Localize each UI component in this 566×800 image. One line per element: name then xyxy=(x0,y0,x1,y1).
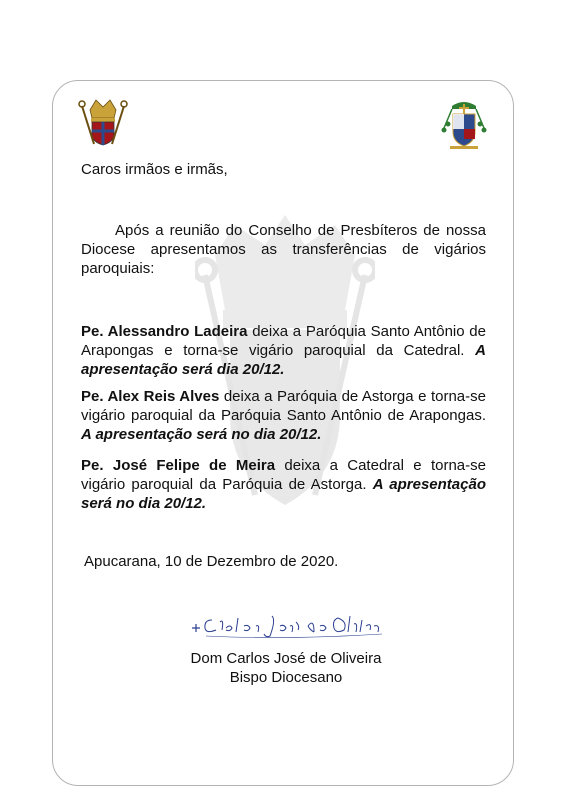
presentation-note: A apresentação será no dia 20/12. xyxy=(81,476,486,512)
bishop-coat-of-arms-icon xyxy=(438,98,490,150)
handwritten-signature xyxy=(186,606,386,642)
signer-title: Bispo Diocesano xyxy=(229,669,343,686)
presentation-note: A apresentação será dia 20/12. xyxy=(81,342,486,378)
place-and-date: Apucarana, 10 de Dezembro de 2020. xyxy=(84,553,339,570)
letter-greeting: Caros irmãos e irmãs, xyxy=(81,161,228,178)
presentation-note: A apresentação será no dia 20/12. xyxy=(81,426,322,443)
transfer-text: deixa a Paróquia Santo Antônio de Arapongas e torna-se vigário paroquial da Catedral. xyxy=(81,323,486,359)
letter-intro xyxy=(81,221,486,278)
transfer-text: deixa a Paróquia de Astorga e torna-se vigário paroquial da Paróquia Santo Antônio de Arapongas. xyxy=(81,388,486,424)
letter-intro-text: Após a reunião do Conselho de Presbíteros de nossa Diocese apresentamos as transferências de vigários paroquiais: xyxy=(81,222,486,277)
diocese-crest-icon xyxy=(78,98,128,146)
transfer-paragraph xyxy=(81,322,486,379)
transfer-text: deixa a Catedral e torna-se vigário paroquial da Paróquia de Astorga. xyxy=(81,457,486,493)
transfer-paragraph xyxy=(81,456,486,513)
signer-name: Dom Carlos José de Oliveira xyxy=(190,650,382,667)
priest-name: Pe. Alessandro Ladeira xyxy=(81,323,248,340)
priest-name: Pe. Alex Reis Alves xyxy=(81,388,220,405)
priest-name: Pe. José Felipe de Meira xyxy=(81,457,276,474)
transfer-paragraph xyxy=(81,387,486,444)
